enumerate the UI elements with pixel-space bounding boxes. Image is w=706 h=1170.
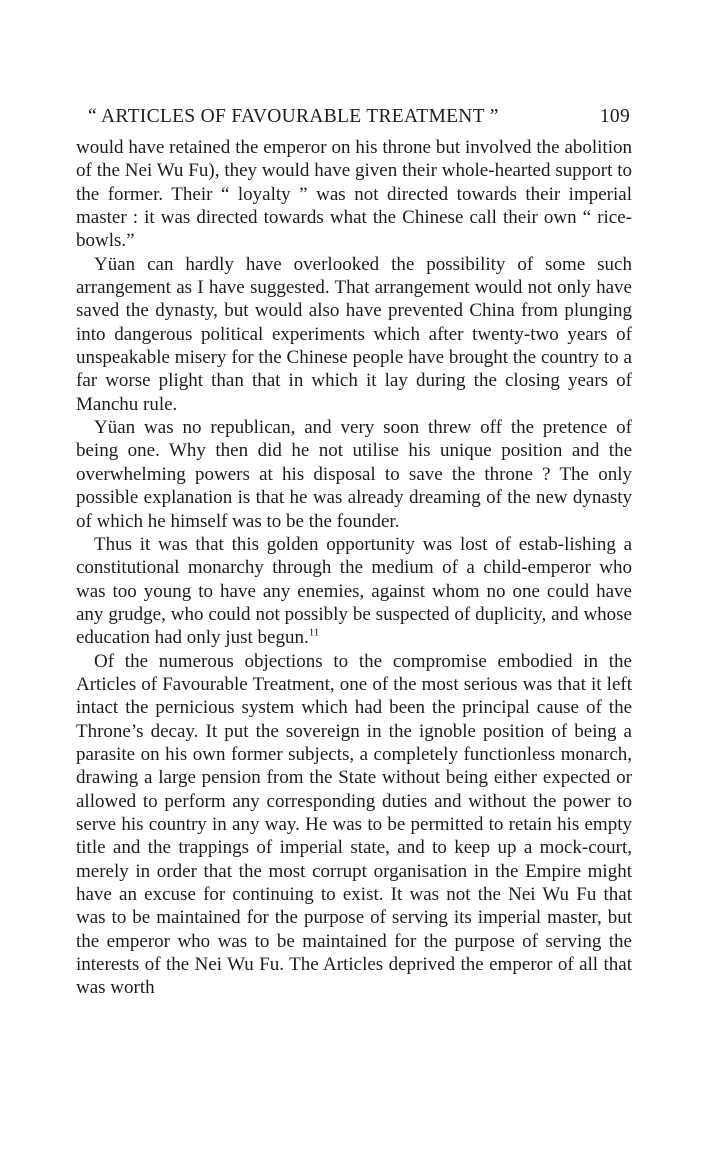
paragraph-1-text: would have retained the emperor on his throne but involved the abolition of the Nei Wu Fu), they would have given their whole-hearted support to the former. Their “ loyalty ” was not directed towards their imperial master : it was directed towards what the Chinese call their own “ rice-bowls.” bbox=[76, 137, 632, 252]
paragraph-5-text: Of the numerous objections to the compromise embodied in the Articles of Favourable Treatment, one of the most serious was that it left intact the pernicious system which had been the principal cause of the Throne’s decay. It put the sovereign in the ignoble position of being a parasite on his own former subjects, a completely functionless monarch, drawing a large pension from the State without being either expected or allowed to perform any corresponding duties and without the power to serve his country in any way. He was to be permitted to retain his empty title and the trappings of imperial state, and to keep up a mock-court, merely in order that the most corrupt organisation in the Empire might have an excuse for continuing to exist. It was not the Nei Wu Fu that was to be maintained for the purpose of serving its imperial master, but the emperor who was to be maintained for the purpose of serving the interests of the Nei Wu Fu. The Articles deprived the emperor of all that was worth bbox=[76, 650, 632, 999]
paragraph-5 bbox=[76, 650, 632, 1000]
paragraph-3 bbox=[76, 416, 632, 533]
paragraph-2 bbox=[76, 253, 632, 416]
paragraph-4 bbox=[76, 533, 632, 650]
paragraph-1 bbox=[76, 136, 632, 253]
running-title: “ ARTICLES OF FAVOURABLE TREATMENT ” bbox=[88, 106, 499, 127]
footnote-marker: 11 bbox=[308, 626, 320, 639]
paragraph-4-text: Thus it was that this golden opportunity was lost of estab-lishing a constitutional monarchy through the medium of a child-emperor who was too young to have any enemies, against whom no one could have any grudge, who could not possibly be suspected of duplicity, and whose education had only just begun. bbox=[76, 533, 632, 649]
paragraph-2-text: Yüan can hardly have overlooked the possibility of some such arrangement as I have suggested. That arrangement would not only have saved the dynasty, but would also have prevented China from plunging into dangerous political experiments which after twenty-two years of unspeakable misery for the Chinese people have brought the country to a far worse plight than that in which it lay during the closing years of Manchu rule. bbox=[76, 253, 632, 415]
running-header bbox=[76, 104, 632, 136]
page-number: 109 bbox=[599, 106, 630, 127]
paragraph-3-text: Yüan was no republican, and very soon threw off the pretence of being one. Why then did he not utilise his unique position and the overwhelming powers at his disposal to save the throne ? The only possible explanation is that he was already dreaming of the new dynasty of which he himself was to be the founder. bbox=[76, 417, 632, 532]
book-page bbox=[76, 104, 632, 1000]
body-text bbox=[76, 136, 632, 1000]
